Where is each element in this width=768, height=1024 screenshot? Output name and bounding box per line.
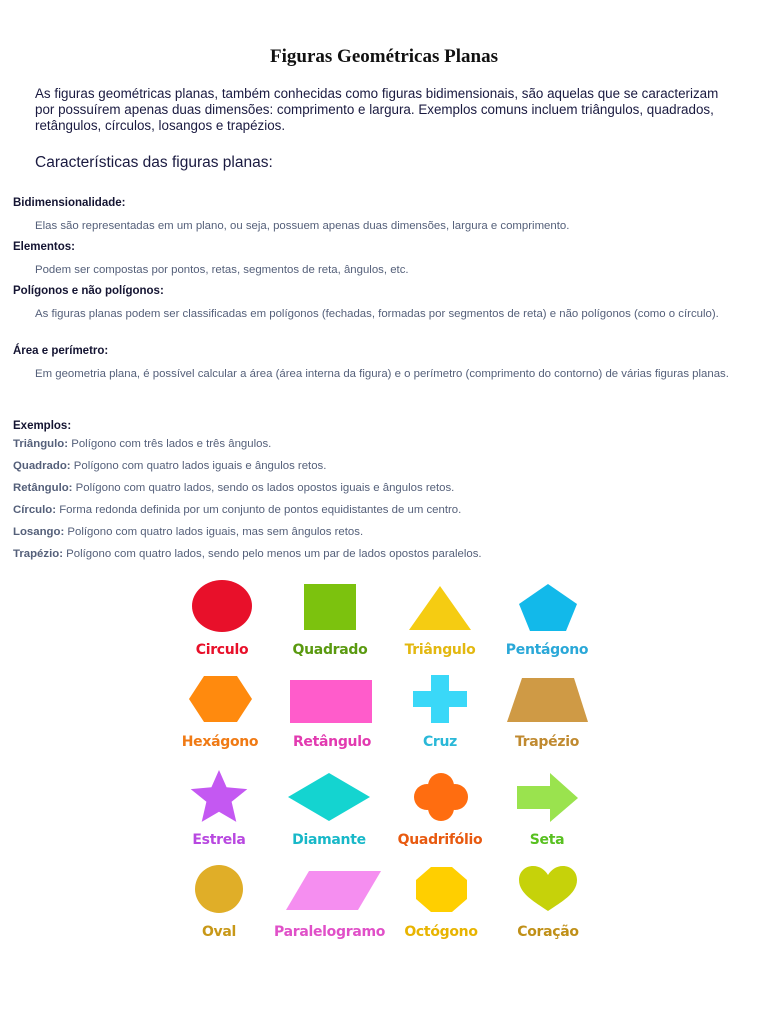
example-text: Polígono com quatro lados iguais, mas sem ângulos retos.	[64, 526, 364, 538]
section-text: As figuras planas podem ser classificadas em polígonos (fechadas, formadas por segmentos de reta) e não polígonos (como o círculo).	[35, 308, 719, 320]
hexagon-icon	[165, 672, 275, 732]
examples-list	[13, 419, 738, 565]
example-term: Quadrado:	[13, 460, 71, 472]
example-item	[13, 433, 738, 455]
shape-star	[164, 770, 274, 850]
shape-heart	[493, 862, 603, 942]
example-item	[13, 477, 738, 499]
section-text: Elas são representadas em um plano, ou seja, possuem apenas duas dimensões, largura e comprimento.	[35, 220, 570, 232]
shape-label: Trapézio	[514, 734, 580, 750]
shape-label: Coração	[517, 924, 579, 940]
octagon-icon	[386, 862, 496, 922]
shape-diamond	[274, 770, 384, 850]
shape-arrow	[492, 770, 602, 850]
shape-label: Retângulo	[292, 734, 372, 750]
shape-label: Quadrifólio	[397, 832, 483, 848]
shape-parallelogram	[274, 862, 384, 942]
examples-title: Exemplos:	[13, 420, 72, 432]
shape-label: Paralelogramo	[274, 924, 386, 940]
shape-label: Hexágono	[181, 734, 259, 750]
intro-paragraph: As figuras geométricas planas, também conhecidas como figuras bidimensionais, são aquelas que se caracterizam por possuírem apenas duas dimensões: comprimento e largura. Exemplos comuns incluem triângulos, quadrados, retângulos, círculos, losangos e trapézios.	[35, 86, 719, 133]
shape-label: Circulo	[195, 642, 249, 658]
shapes-illustration	[0, 574, 768, 954]
example-text: Polígono com quatro lados, sendo pelo menos um par de lados opostos paralelos.	[63, 548, 482, 560]
example-text: Polígono com quatro lados, sendo os lados opostos iguais e ângulos retos.	[72, 482, 455, 494]
square-icon	[275, 580, 385, 640]
shape-square	[275, 580, 385, 660]
section-text: Podem ser compostas por pontos, retas, segmentos de reta, ângulos, etc.	[35, 264, 409, 276]
example-item	[13, 499, 738, 521]
section-title: Polígonos e não polígonos:	[13, 285, 164, 297]
shape-label: Quadrado	[292, 642, 368, 658]
shape-oval	[164, 862, 274, 942]
section-title: Bidimensionalidade:	[13, 197, 126, 209]
arrow-icon	[492, 770, 602, 830]
quatrefoil-icon	[385, 770, 495, 830]
triangle-icon	[385, 580, 495, 640]
example-text: Forma redonda definida por um conjunto de pontos equidistantes de um centro.	[56, 504, 462, 516]
section-bidimensionality	[13, 196, 738, 234]
shape-label: Cruz	[422, 734, 458, 750]
shape-pentagon	[492, 580, 602, 660]
shape-cross	[385, 672, 495, 752]
page-title: Figuras Geométricas Planas	[270, 46, 498, 67]
shape-label: Octógono	[404, 924, 478, 940]
example-text: Polígono com quatro lados iguais e ângulos retos.	[70, 460, 327, 472]
section-title: Área e perímetro:	[13, 345, 109, 357]
example-item	[13, 455, 738, 477]
heart-icon	[493, 862, 603, 922]
example-term: Retângulo:	[13, 482, 73, 494]
shape-label: Diamante	[292, 832, 366, 848]
shape-label: Oval	[201, 924, 237, 940]
oval-icon	[164, 862, 274, 922]
shape-label: Triângulo	[404, 642, 476, 658]
section-elements	[13, 240, 738, 278]
shape-trapezoid	[492, 672, 602, 752]
characteristics-heading: Características das figuras planas:	[35, 154, 273, 171]
example-item	[13, 543, 738, 565]
section-polygons	[13, 284, 738, 322]
example-text: Polígono com três lados e três ângulos.	[68, 438, 272, 450]
circle-icon	[167, 580, 277, 640]
shape-rectangle	[277, 672, 387, 752]
shape-label: Pentágono	[505, 642, 589, 658]
cross-icon	[385, 672, 495, 732]
shape-hexagon	[165, 672, 275, 752]
shape-octagon	[386, 862, 496, 942]
section-area-perimeter	[13, 344, 738, 382]
star-icon	[164, 770, 274, 830]
shape-quatrefoil	[385, 770, 495, 850]
example-term: Losango:	[13, 526, 65, 538]
example-term: Trapézio:	[13, 548, 64, 560]
shape-circle	[167, 580, 277, 660]
trapezoid-icon	[492, 672, 602, 732]
shape-triangle	[385, 580, 495, 660]
section-text: Em geometria plana, é possível calcular a área (área interna da figura) e o perímetro (comprimento do contorno) de várias figuras planas.	[35, 368, 729, 380]
example-term: Triângulo:	[13, 438, 69, 450]
rectangle-icon	[277, 672, 387, 732]
parallelogram-icon	[274, 862, 384, 922]
example-item	[13, 521, 738, 543]
section-title: Elementos:	[13, 241, 75, 253]
example-term: Círculo:	[13, 504, 57, 516]
pentagon-icon	[492, 580, 602, 640]
diamond-icon	[274, 770, 384, 830]
shape-label: Seta	[529, 832, 565, 848]
shape-label: Estrela	[192, 832, 246, 848]
